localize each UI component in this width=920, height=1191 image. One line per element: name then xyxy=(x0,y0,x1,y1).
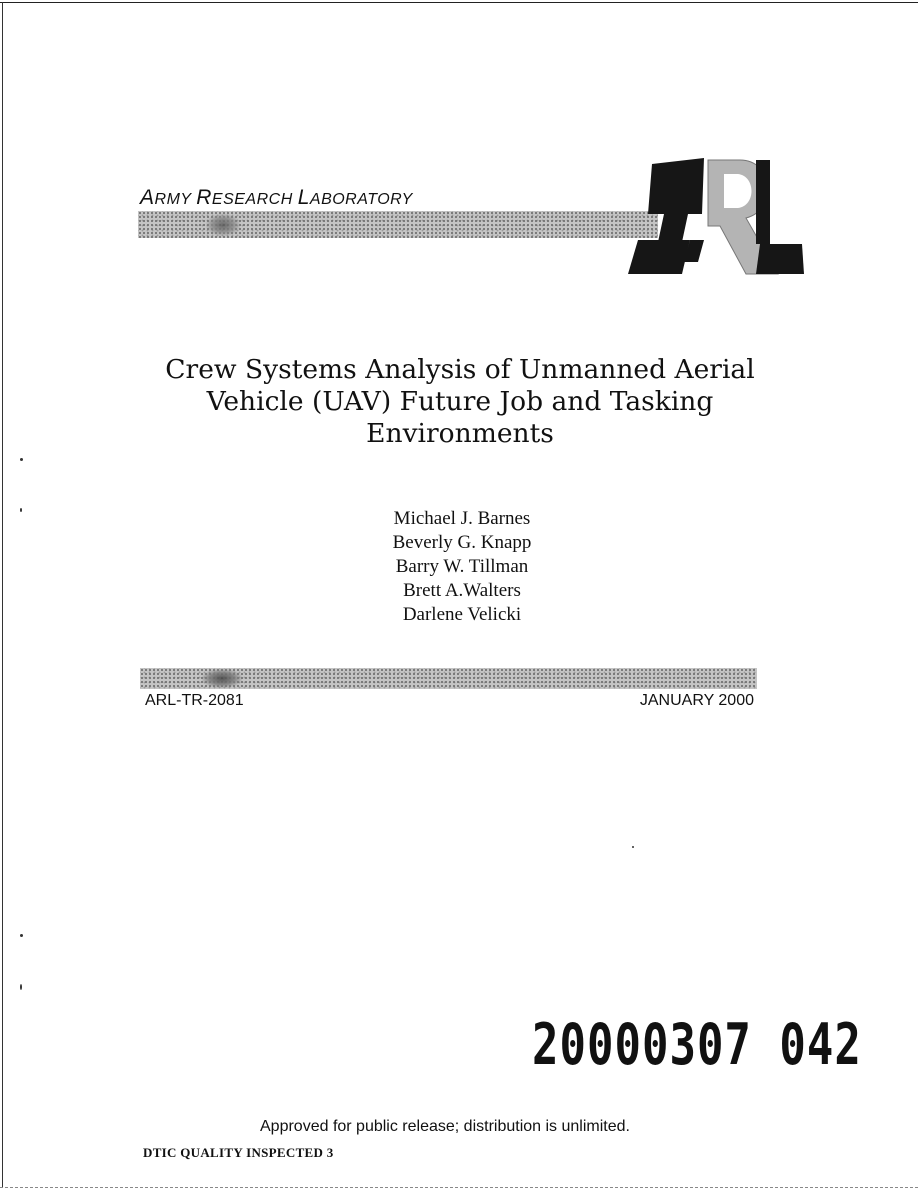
lab-name-army-rest: RMY xyxy=(154,191,197,208)
header-halftone-bar xyxy=(138,211,658,238)
lab-name-laboratory-rest: ABORATORY xyxy=(309,191,413,208)
report-title-line-2: Vehicle (UAV) Future Job and Tasking xyxy=(206,386,714,417)
quality-inspection-stamp: DTIC QUALITY INSPECTED 3 xyxy=(143,1145,334,1160)
accession-number: 20000307 042 xyxy=(532,1012,862,1079)
author-name: Michael J. Barnes xyxy=(393,508,531,529)
report-title-line-1: Crew Systems Analysis of Unmanned Aerial xyxy=(165,354,755,385)
report-title xyxy=(150,354,770,450)
lab-name-initial-r: R xyxy=(196,186,212,209)
author-list xyxy=(320,507,604,627)
lab-name-initial-l: L xyxy=(297,186,310,209)
report-number: ARL-TR-2081 xyxy=(145,692,244,709)
lab-name-research-rest: ESEARCH xyxy=(211,191,298,208)
lab-name-initial-a: A xyxy=(140,186,155,209)
page-border-left xyxy=(2,2,3,1187)
scan-speck xyxy=(632,846,634,848)
scan-speck xyxy=(20,984,22,990)
page-border-top xyxy=(0,2,918,3)
report-date: JANUARY 2000 xyxy=(639,692,754,709)
scan-speck xyxy=(20,934,23,937)
footer-halftone-bar xyxy=(140,668,757,689)
author-name: Brett A.Walters xyxy=(403,580,521,601)
arl-logo-icon xyxy=(628,156,804,276)
lab-name xyxy=(140,186,413,210)
author-name: Barry W. Tillman xyxy=(395,556,529,577)
release-statement: Approved for public release; distribution is unlimited. xyxy=(260,1118,630,1135)
page-border-bottom xyxy=(0,1187,918,1188)
author-name: Darlene Velicki xyxy=(402,604,522,625)
scan-speck xyxy=(20,458,23,461)
scan-speck xyxy=(20,508,22,512)
author-name: Beverly G. Knapp xyxy=(392,532,532,553)
report-title-line-3: Environments xyxy=(366,418,554,449)
